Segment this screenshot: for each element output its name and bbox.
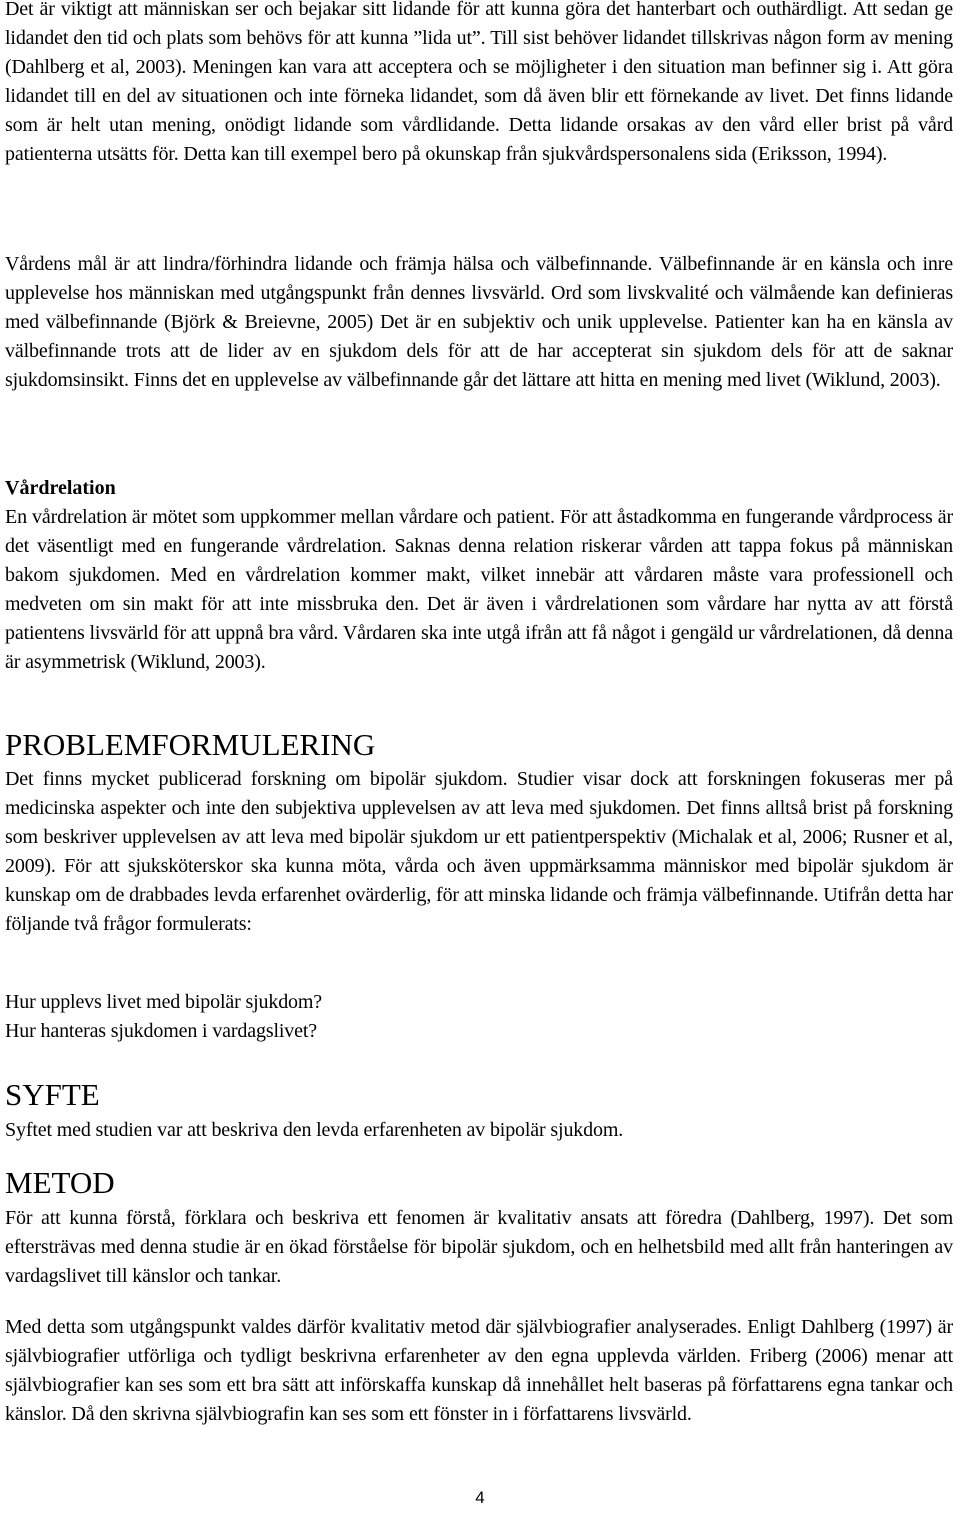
paragraph-method-2: Med detta som utgångspunkt valdes därför kvalitativ metod där självbiografier analyserades. Enligt Dahlberg (1997) är självbiografier utförliga och tydligt beskrivna erfarenheter av den egna upplevda världen. Friberg (2006) menar att självbiografier kan ses som ett bra sätt att införskaffa kunskap då innehållet helt baseras på författarens egna tankar och känslor. Då den skrivna självbiografin kan ses som ett fönster in i författarens livsvärld. bbox=[5, 1316, 953, 1425]
paragraph-care-relation: En vårdrelation är mötet som uppkommer mellan vårdare och patient. För att åstadkomma en fungerande vårdprocess är det väsentligt med en fungerande vårdrelation. Saknas denna relation riskerar vården att tappa fokus på människan bakom sjukdomen. Med en vårdrelation kommer makt, vilket innebär att vårdaren måste vara professionell och medveten om sin makt för att inte missbruka den. Det är även i vårdrelationen som vårdare har nytta av att förstå patientens livsvärld för att uppnå bra vård. Vårdaren ska inte utgå ifrån att få något i gengäld ur vårdrelationen, då denna är asymmetrisk (Wiklund, 2003). bbox=[5, 506, 953, 673]
question-2: Hur hanteras sjukdomen i vardagslivet? bbox=[5, 1020, 317, 1042]
page-number: 4 bbox=[475, 1488, 485, 1507]
heading-problemformulering: PROBLEMFORMULERING bbox=[5, 727, 376, 762]
paragraph-problem: Det finns mycket publicerad forskning om bipolär sjukdom. Studier visar dock att forskningen fokuseras mer på medicinska aspekter och inte den subjektiva upplevelsen av att leva med sjukdomen. Det finns alltså brist på forskning som beskriver upplevelsen av att leva med bipolär sjukdom ur ett patientperspektiv (Michalak et al, 2006; Rusner et al, 2009). För att sjuksköterskor ska kunna möta, vårda och även uppmärksamma människor med bipolär sjukdom är kunskap om de drabbades levda erfarenhet ovärderlig, för att minska lidande och främja välbefinnande. Utifrån detta har följande två frågor formulerats: bbox=[5, 768, 953, 935]
heading-vardrelation: Vårdrelation bbox=[5, 477, 116, 499]
paragraph-suffering: Det är viktigt att människan ser och bejakar sitt lidande för att kunna göra det hanterbart och outhärdligt. Att sedan ge lidandet den tid och plats som behövs för att kunna ”lida ut”. Till sist behöver lidandet tillskrivas någon form av mening (Dahlberg et al, 2003). Meningen kan vara att acceptera och se möjligheter i den situation man befinner sig i. Att göra lidandet till en del av situationen och inte förneka lidandet, som då även blir ett förnekande av livet. Det finns lidande som är helt utan mening, onödigt lidande som vårdlidande. Detta lidande orsakas av den vård eller brist på vård patienterna utsätts för. Detta kan till exempel bero på okunskap från sjukvårdspersonalens sida (Eriksson, 1994). bbox=[5, 0, 953, 165]
paragraph-wellbeing: Vårdens mål är att lindra/förhindra lidande och främja hälsa och välbefinnande. Välbefinnande är en känsla och inre upplevelse hos människan med utgångspunkt från dennes livsvärld. Ord som livskvalité och välmående kan definieras med välbefinnande (Björk & Breievne, 2005) Det är en subjektiv och unik upplevelse. Patienter kan ha en känsla av välbefinnande trots att de lider av en sjukdom dels för att de har accepterat sin sjukdom dels för att de saknar sjukdomsinsikt. Finns det en upplevelse av välbefinnande går det lättare att hitta en mening med livet (Wiklund, 2003). bbox=[5, 253, 953, 391]
paragraph-method-1: För att kunna förstå, förklara och beskriva ett fenomen är kvalitativ ansats att föredra (Dahlberg, 1997). Det som eftersträvas med denna studie är en ökad förståelse för bipolär sjukdom, och en helhetsbild med allt från hanteringen av vardagslivet till känslor och tankar. bbox=[5, 1207, 953, 1287]
paragraph-purpose: Syftet med studien var att beskriva den levda erfarenheten av bipolär sjukdom. bbox=[5, 1119, 624, 1141]
heading-syfte: SYFTE bbox=[5, 1077, 100, 1112]
heading-metod: METOD bbox=[5, 1165, 115, 1200]
question-1: Hur upplevs livet med bipolär sjukdom? bbox=[5, 991, 323, 1013]
